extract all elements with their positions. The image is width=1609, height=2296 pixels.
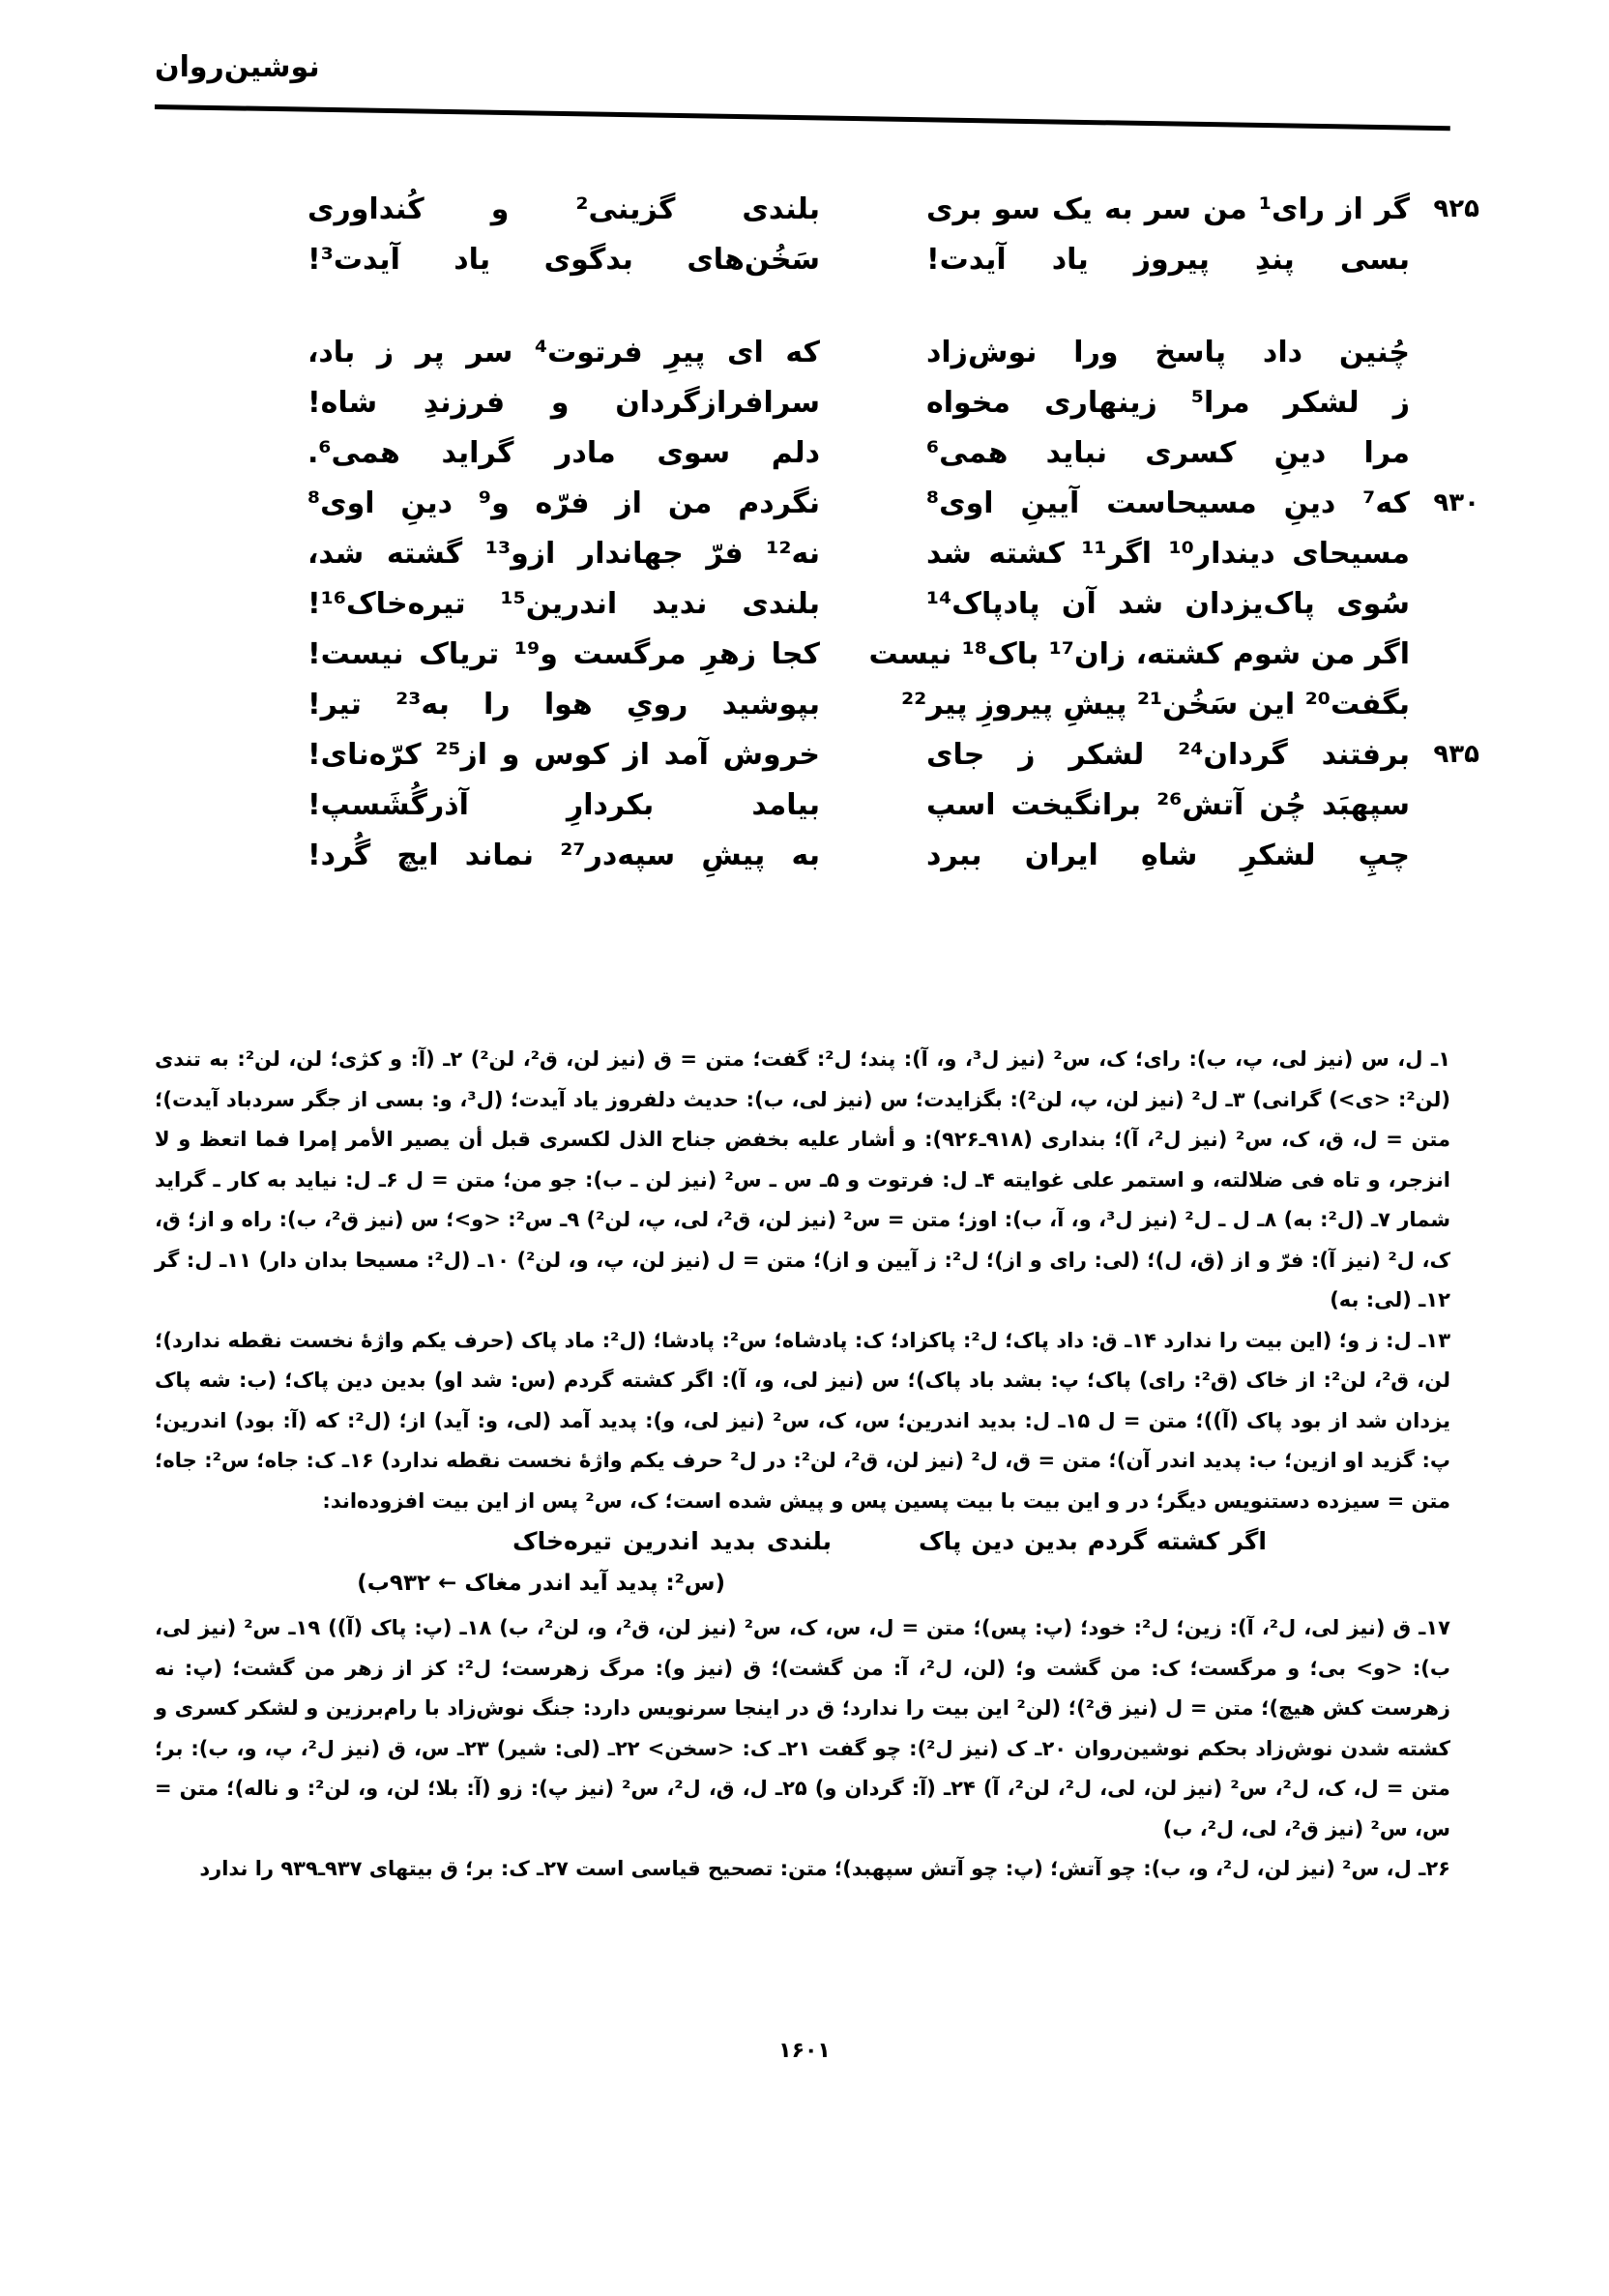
footnote-paragraph: ۲۶ـ ل، س² (نیز لن، ل²، و، ب): چو آتش؛ (پ: چو آتش سپهبد)؛ متن: تصحیح قیاسی است ۲۷ـ ک: بر؛ ق بیتهای ۹۳۷ـ۹۳۹ را ندارد <box>199 1857 1450 1880</box>
inset-variant-note: (س²: پدید آید اندر مغاک ← ۹۳۲ب) <box>357 1571 725 1596</box>
hemistich-first: مرا دینِ کسری نباید همی⁶ <box>926 435 1410 470</box>
hemistich-first: چُنین داد پاسخ ورا نوش‌زاد <box>926 335 1410 369</box>
footnote-paragraph: ۱۳ـ ل: ز و؛ (این بیت را ندارد ۱۴ـ ق: داد پاک؛ ل²: پاکزاد؛ ک: پادشاه؛ س²: پادشا؛ (ل²: ماد پاک (حرف یکم واژهٔ نخست نقطه ندارد)؛ لن، ق²، لن²: از خاک (ق²: رای) پاک؛ پ: بشد باد پاک)؛ س (نیز لی، و، آ): اگر کشته گردم (س: شد او) بدین دین پاک؛ (ب: شه پاک یزدان شد از بود پاک (آ))؛ متن = ل ۱۵ـ ل: بدید اندرین؛ س، ک، س² (نیز لی، و): پدید آمد (لی، و: آید) از؛ (ل²: که (آ: بود) اندرین؛ پ: گزید او ازین؛ ب: پدید اندر آن)؛ متن = ق، ل² (نیز لن، ق²، لن²: در ل² حرف یکم واژهٔ نخست نقطه ندارد) ۱۶ـ ک: جاه؛ س²: جاه؛ متن = سیزده دستنویس دیگر؛ در و این بیت با بیت پسین پس و پیش شده است؛ ک، س² پس از این بیت افزوده‌اند: <box>155 1328 1451 1513</box>
hemistich-second: سرافرازگردان و فرزندِ شاه! <box>307 385 820 420</box>
couplet <box>261 234 1479 284</box>
footnote-paragraph: ۱ـ ل، س (نیز لی، پ، ب): رای؛ ک، س² (نیز ل³، و، آ): پند؛ ل²: گفت؛ متن = ق (نیز لن، ق²، لن²) ۲ـ (آ: و کژی؛ لن، لن²: به تندی (لن²: <ی>) گرانی) ۳ـ ل² (نیز لن، پ، لن²): بگزایدت؛ س (نیز لی، ب): حدیث دلفروز یاد آیدت؛ (ل³، و: بسی از جگر سردباد آیدت)؛ متن = ل، ق، ک، س² (نیز ل²، آ)؛ بنداری (۹۱۸ـ۹۲۶): و أشار علیه بخفض جناح الذل لکسری قبل أن یصیر الأمر إمرا فما اتعظ و لا انزجر، و تاه فی ضلالته، و استمر علی غوایته ۴ـ ل: فرتوت و ۵ـ س ـ س² (نیز لن ـ ب): جو من؛ متن = ل ۶ـ ل: نیاید به کار ـ گراید شمار ۷ـ (ل²: به) ۸ـ ل ـ ل² (نیز ل³، و، آ، ب): اوز؛ متن = س² (نیز لن، ق²، لی، پ، لن²) ۹ـ س²: <و>؛ س (نیز ق²، ب): راه و از؛ ق، ک، ل² (نیز آ): فرّ و از (ق، ل)؛ (لی: رای و از)؛ ل²: ز آیین و از)؛ متن = ل (نیز لن، پ، و، لن²) ۱۰ـ (ل²: مسیحا بدان دار) ۱۱ـ ل: گر ۱۲ـ (لی: به) <box>155 1047 1451 1311</box>
page-number: ۱۶۰۱ <box>778 2039 831 2063</box>
hemistich-second: خروش آمد از کوس و از²⁵ کرّه‌نای! <box>307 737 820 772</box>
running-header-title: نوشین‌روان <box>155 50 320 84</box>
hemistich-first: گر از رای¹ من سر به یک سو بری <box>926 191 1410 226</box>
hemistich-second: نه¹² فرّ جهاندار ازو¹³ گشته شد، <box>307 536 821 571</box>
couplet <box>261 578 1479 629</box>
hemistich-second: سَخُن‌های بدگوی یاد آیدت³! <box>307 242 820 277</box>
hemistich-first: ز لشکر مرا⁵ زینهاری مخواه <box>926 385 1410 420</box>
hemistich-second: بلندی ندید اندرین¹⁵ تیره‌خاک¹⁶! <box>307 586 820 621</box>
verse-number: ۹۲۵ <box>1433 194 1479 223</box>
hemistich-second: بپوشید رویِ هوا را به²³ تیر! <box>307 687 820 721</box>
verse-block <box>261 184 1479 923</box>
couplet <box>261 729 1479 780</box>
couplet <box>261 528 1479 578</box>
hemistich-first: چپِ لشکرِ شاهِ ایران ببرد <box>926 838 1410 872</box>
couplet <box>261 427 1479 478</box>
inset-hemistich-first: اگر کشته گردم بدین دین پاک <box>919 1527 1267 1555</box>
hemistich-second: دلم سوی مادر گراید همی⁶. <box>307 435 820 470</box>
hemistich-first: سپهبَد چُن آتش²⁶ برانگیخت اسپ <box>926 787 1411 822</box>
couplet <box>261 679 1479 729</box>
hemistich-first: که⁷ دینِ مسیحاست آیینِ اوی⁸ <box>926 486 1410 520</box>
hemistich-second: کجا زهرِ مرگست و¹⁹ تریاک نیست! <box>307 636 821 671</box>
header-rule <box>155 104 1450 131</box>
couplet <box>261 830 1479 880</box>
hemistich-second: بیامد بکردارِ آذرگُشَسپ! <box>307 787 820 822</box>
couplet <box>261 478 1479 528</box>
inset-hemistich-second: بلندی بدید اندرین تیره‌خاک <box>512 1527 832 1555</box>
hemistich-first: سُوی پاک‌یزدان شد آن پادپاک¹⁴ <box>926 586 1410 621</box>
couplet <box>261 629 1479 679</box>
couplet <box>261 327 1479 377</box>
verse-number: ۹۳۰ <box>1433 488 1479 517</box>
couplet <box>261 780 1479 830</box>
hemistich-first: بسی پندِ پیروز یاد آیدت! <box>926 242 1410 277</box>
hemistich-second: که ای پیرِ فرتوت⁴ سر پر ز باد، <box>307 335 820 369</box>
verse-number: ۹۳۵ <box>1433 740 1479 769</box>
footnote-paragraph: ۱۷ـ ق (نیز لی، ل²، آ): زین؛ ل²: خود؛ (پ: پس)؛ متن = ل، س، ک، س² (نیز لن، ق²، و، لن²، ب) ۱۸ـ (پ: پاک (آ)) ۱۹ـ س² (نیز لی، ب): <و> بی؛ و مرگست؛ ک: من گشت و؛ (لن، ل²، آ: من گشت)؛ ق (نیز و): مرگ زهرست؛ ل²: کز از زهر من گشت؛ (پ: نه زهرست کش هیچ)؛ متن = ل (نیز ق²)؛ (لن² این بیت را ندارد؛ ق در اینجا سرنویس دارد: جنگ نوش‌زاد با رام‌برزین و لشکر کسری و کشته شدن نوش‌زاد بحکم نوشین‌روان ۲۰ـ ک (نیز ل²): چو گفت ۲۱ـ ک: <سخن> ۲۲ـ (لی: شیر) ۲۳ـ س، ق (نیز ل²، پ، و، ب): بر؛ متن = ل، ک، ل²، س² (نیز لن، لی، ل²، لن²، آ) ۲۴ـ (آ: گردان و) ۲۵ـ ل، ق، ل²، س² (نیز پ): زو (آ: بلا؛ لن، و، لن²: و ناله)؛ متن = س، س² (نیز ق²، لی، ل²، ب) <box>155 1616 1451 1840</box>
couplet <box>261 377 1479 427</box>
hemistich-second: نگردم من از فرّه و⁹ دینِ اوی⁸ <box>307 486 820 520</box>
verse-group-925 <box>261 184 1479 284</box>
hemistich-first: برفتند گردان²⁴ لشکر ز جای <box>926 737 1411 772</box>
hemistich-first: بگفت²⁰ این سَخُن²¹ پیشِ پیروزِ پیر²² <box>901 687 1410 721</box>
hemistich-first: مسیحای دیندار¹⁰ اگر¹¹ کشته شد <box>926 536 1410 571</box>
footnotes <box>155 1040 1450 1890</box>
verse-group-926 <box>261 327 1479 880</box>
hemistich-first: اگر من شوم کشته، زان¹⁷ باک¹⁸ نیست <box>868 636 1410 671</box>
hemistich-second: بلندی گزینی² و کُنداوری <box>307 191 820 226</box>
couplet <box>261 184 1479 234</box>
inset-couplet <box>155 1521 1450 1608</box>
hemistich-second: به پیشِ سپه‌در²⁷ نماند ایچ گُرد! <box>307 838 820 872</box>
